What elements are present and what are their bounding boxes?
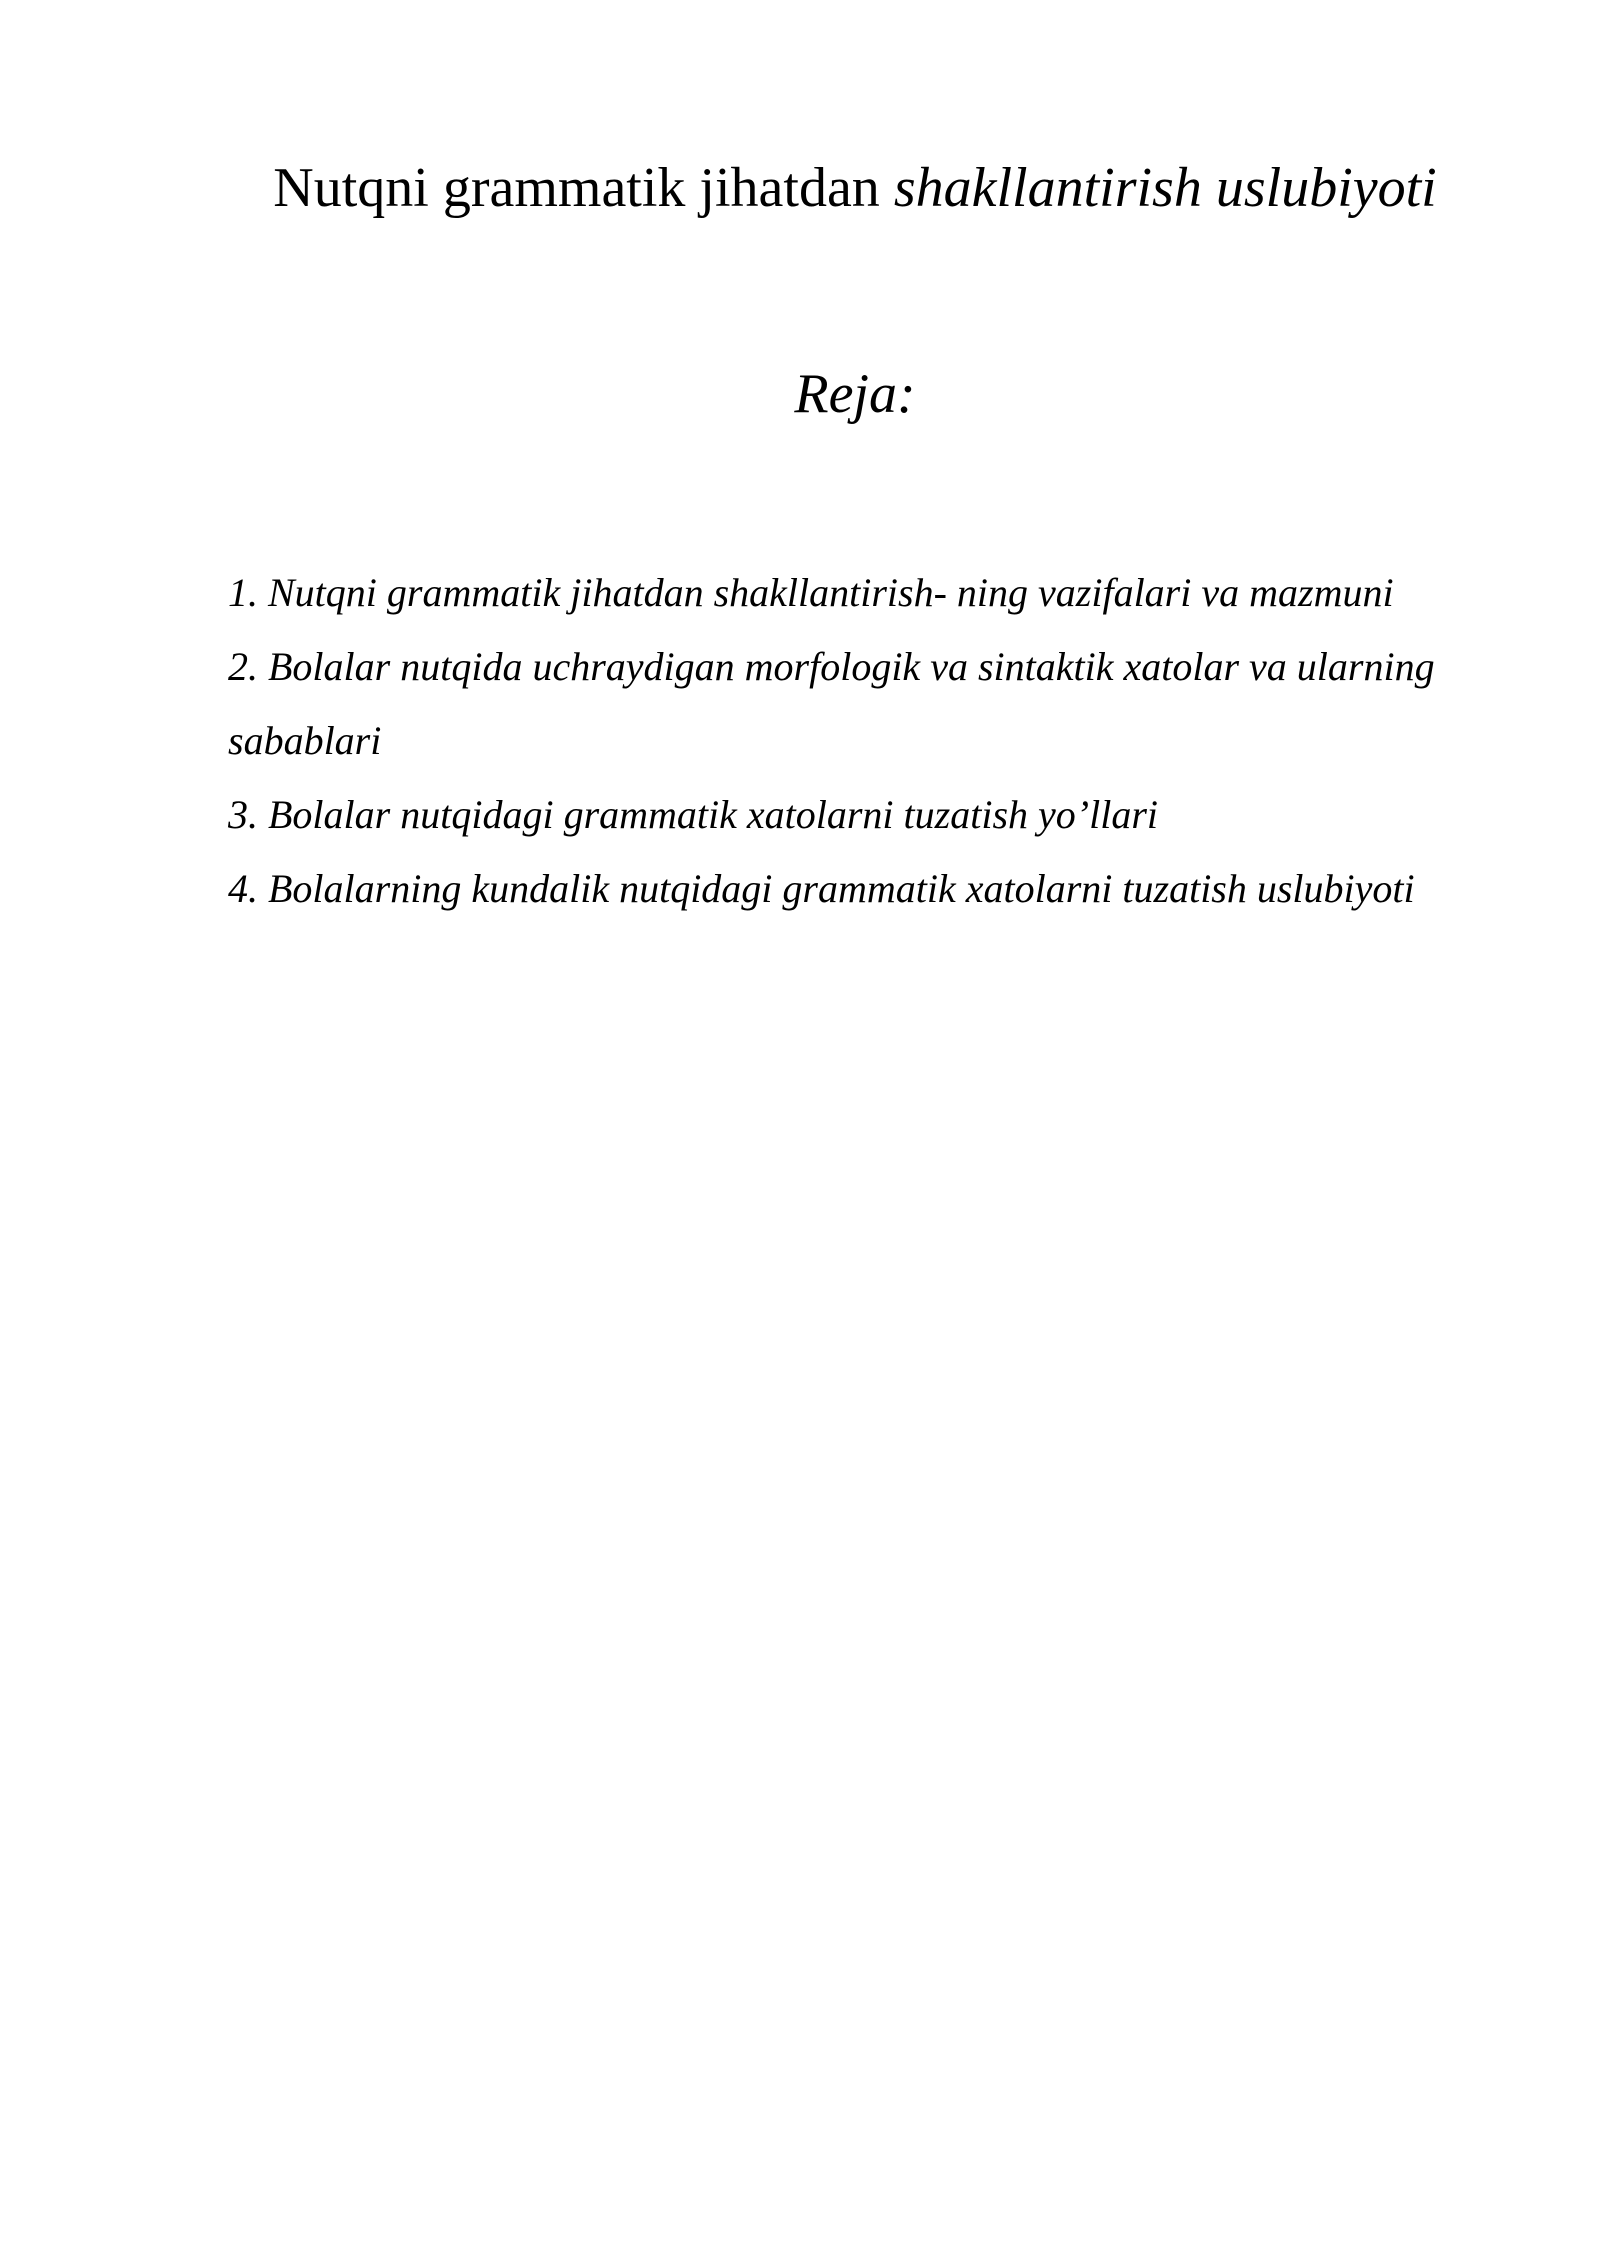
title-italic-part: shakllantirish uslubiyoti [893,157,1437,219]
document-title [0,152,1600,224]
plan-heading: Reja: [794,363,916,425]
plan-list [228,556,1528,926]
plan-item: 4. Bolalarning kundalik nutqidagi grammatik xatolarni tuzatish uslubiyoti [228,866,1415,911]
plan-item: 3. Bolalar nutqidagi grammatik xatolarni tuzatish yo’llari [228,792,1158,837]
plan-item: 2. Bolalar nutqida uchraydigan morfologik va sintaktik xatolar va ularning sabablari [228,644,1435,763]
title-regular-part: Nutqni grammatik jihatdan [273,157,894,219]
plan-item: 1. Nutqni grammatik jihatdan shakllantirish- ning vazifalari va mazmuni [228,570,1394,615]
